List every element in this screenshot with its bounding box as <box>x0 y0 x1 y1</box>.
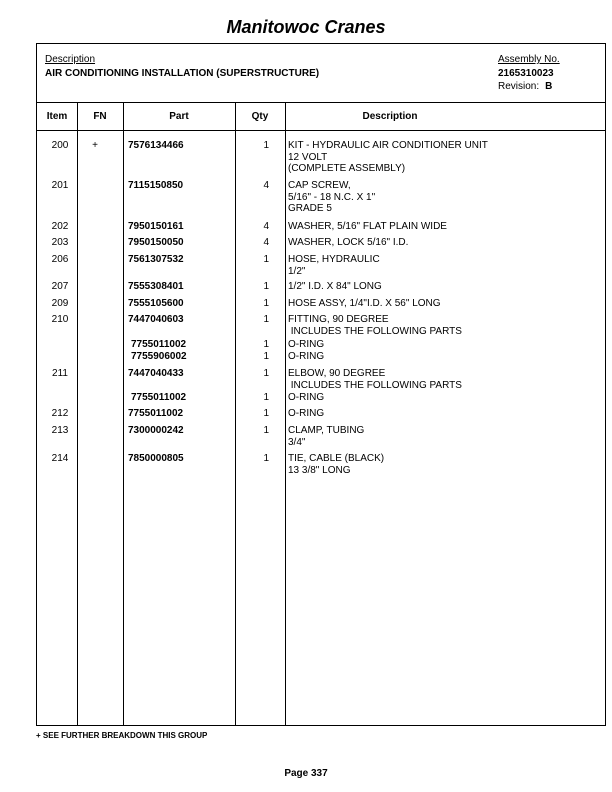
quantity: 1 <box>263 298 269 309</box>
part-description: O-RING <box>288 408 325 419</box>
part-number: 7300000242 <box>128 425 184 436</box>
divider <box>285 103 286 725</box>
item-number: 211 <box>52 368 68 379</box>
col-item: Item <box>46 111 68 122</box>
part-description: O-RING <box>288 392 325 403</box>
item-number: 213 <box>51 425 69 436</box>
divider <box>235 103 236 725</box>
col-part: Part <box>169 111 189 122</box>
part-description: CLAMP, TUBING 3/4" <box>288 425 365 448</box>
item-number: 209 <box>51 298 69 309</box>
part-description: WASHER, LOCK 5/16" I.D. <box>288 237 409 248</box>
part-number: 7755906002 <box>131 351 187 362</box>
part-number: 7850000805 <box>128 453 184 464</box>
quantity: 1 <box>263 425 269 436</box>
quantity: 4 <box>263 221 269 232</box>
part-description: HOSE, HYDRAULIC 1/2" <box>288 254 380 277</box>
part-description: KIT - HYDRAULIC AIR CONDITIONER UNIT 12 VOLT (COMPLETE ASSEMBLY) <box>288 140 488 174</box>
item-number: 212 <box>51 408 69 419</box>
quantity: 1 <box>263 339 269 350</box>
assembly-number: 2165310023 <box>498 68 554 79</box>
part-description: FITTING, 90 DEGREE INCLUDES THE FOLLOWING PARTS <box>288 314 462 337</box>
item-number: 201 <box>51 180 69 191</box>
part-description: CAP SCREW, 5/16" - 18 N.C. X 1" GRADE 5 <box>288 180 376 214</box>
divider <box>123 103 124 725</box>
part-number: 7561307532 <box>128 254 184 265</box>
part-description: O-RING <box>288 351 325 362</box>
part-number: 7755011002 <box>131 392 187 403</box>
part-number: 7555308401 <box>128 281 184 292</box>
item-number: 200 <box>51 140 69 151</box>
quantity: 1 <box>263 314 269 325</box>
part-number: 7950150050 <box>128 237 184 248</box>
part-number: 7555105600 <box>128 298 184 309</box>
part-description: HOSE ASSY, 1/4"I.D. X 56" LONG <box>288 298 441 309</box>
col-fn: FN <box>93 111 107 122</box>
part-description: ELBOW, 90 DEGREE INCLUDES THE FOLLOWING PARTS <box>288 368 462 391</box>
part-number: 7755011002 <box>128 408 184 419</box>
description-label: Description <box>45 54 96 65</box>
quantity: 1 <box>263 140 269 151</box>
part-number: 7115150850 <box>128 180 184 191</box>
quantity: 4 <box>263 180 269 191</box>
revision-label: Revision: <box>498 81 540 92</box>
part-number: 7950150161 <box>128 221 184 232</box>
item-number: 203 <box>51 237 69 248</box>
part-description: TIE, CABLE (BLACK) 13 3/8" LONG <box>288 453 385 476</box>
page-title: Manitowoc Cranes <box>226 17 386 37</box>
item-number: 202 <box>51 221 69 232</box>
item-number: 214 <box>51 453 69 464</box>
item-number: 210 <box>51 314 69 325</box>
part-number: 7447040603 <box>128 314 184 325</box>
quantity: 4 <box>263 237 269 248</box>
parts-list-frame <box>36 43 606 726</box>
quantity: 1 <box>263 408 269 419</box>
part-number: 7576134466 <box>128 140 184 151</box>
quantity: 1 <box>263 281 269 292</box>
footnote: + SEE FURTHER BREAKDOWN THIS GROUP <box>36 731 208 740</box>
part-description: 1/2" I.D. X 84" LONG <box>288 281 382 292</box>
col-description: Description <box>362 111 418 122</box>
quantity: 1 <box>263 453 269 464</box>
col-qty: Qty <box>251 111 269 122</box>
part-description: WASHER, 5/16" FLAT PLAIN WIDE <box>288 221 447 232</box>
assembly-header <box>37 44 605 103</box>
assembly-label: Assembly No. <box>498 54 560 65</box>
fn-marker: + <box>92 140 98 151</box>
quantity: 1 <box>263 368 269 379</box>
quantity: 1 <box>263 351 269 362</box>
page-number: Page 337 <box>284 768 328 779</box>
part-number: 7755011002 <box>131 339 187 350</box>
quantity: 1 <box>263 254 269 265</box>
revision-value: B <box>545 81 553 92</box>
assembly-description: AIR CONDITIONING INSTALLATION (SUPERSTRUCTURE) <box>45 68 320 79</box>
quantity: 1 <box>263 392 269 403</box>
item-number: 206 <box>51 254 69 265</box>
item-number: 207 <box>51 281 69 292</box>
part-number: 7447040433 <box>128 368 184 379</box>
part-description: O-RING <box>288 339 325 350</box>
revision <box>498 81 552 92</box>
